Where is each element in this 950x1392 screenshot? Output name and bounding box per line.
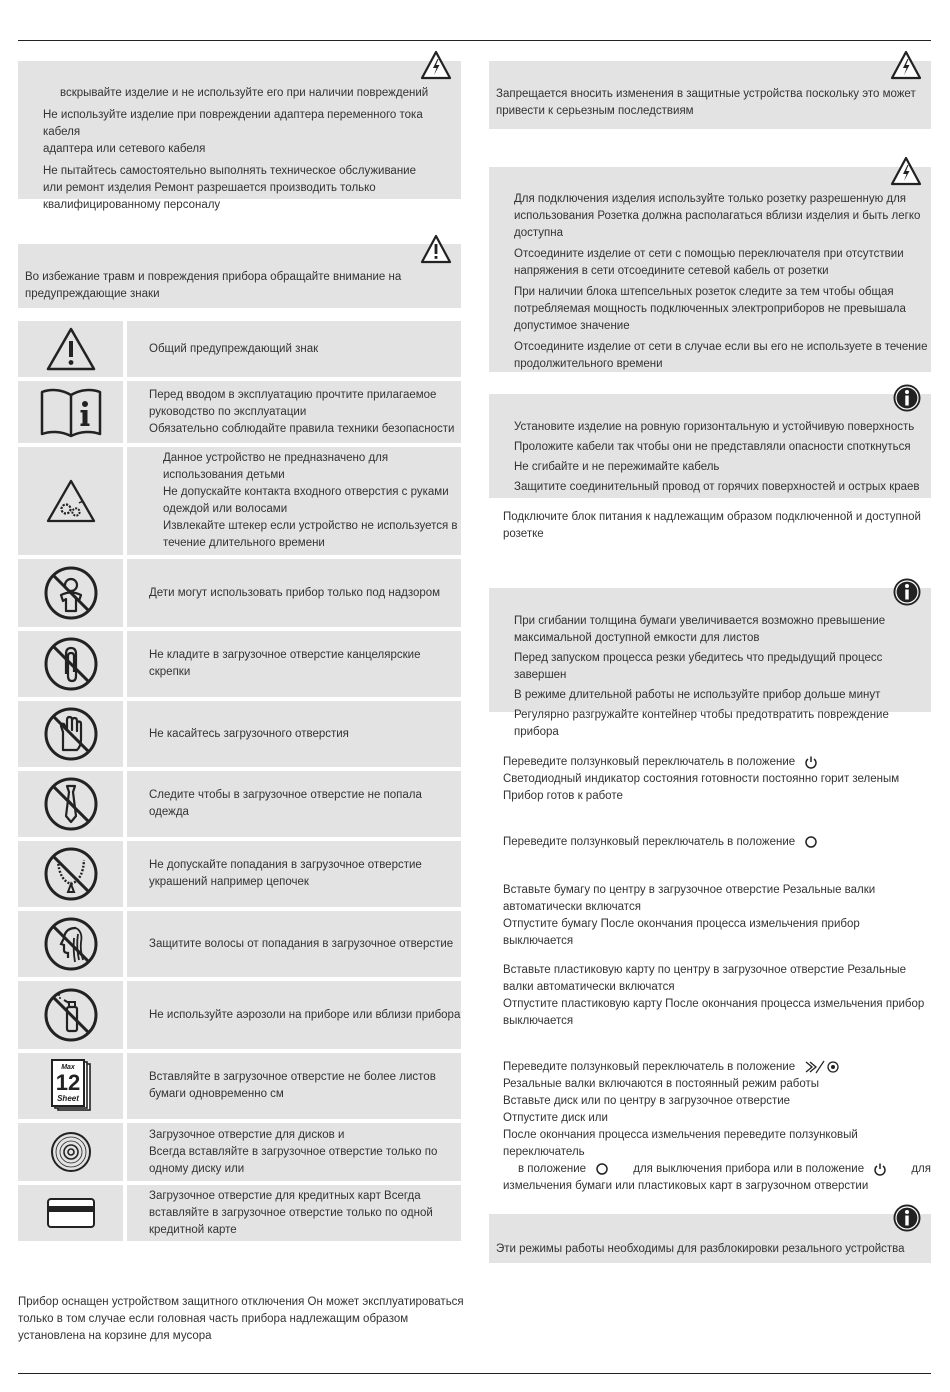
- text-line: В режиме длительной работы не используйте прибор дольше минут: [514, 689, 881, 701]
- symbol-cell: [18, 1123, 123, 1181]
- text-line: Отсоедините изделие от сети с помощью переключателя при отсутствии: [514, 248, 904, 260]
- off-circle-icon: [804, 835, 818, 849]
- info-box-unblock: [489, 1214, 931, 1263]
- text-line: Переведите ползунковый переключатель в положение: [503, 1061, 796, 1073]
- symbol-description: [127, 701, 461, 767]
- text-line: валки автоматически включатся: [503, 981, 675, 993]
- text-line: Резальные валки включаются в постоянный режим работы: [503, 1078, 820, 1090]
- power-supply-note: [503, 509, 933, 543]
- text-line: предупреждающие знаки: [25, 288, 160, 300]
- general-warning-icon: [45, 326, 97, 372]
- symbol-cell: [18, 1185, 123, 1241]
- text-line: Всегда вставляйте в загрузочное отверстие только по: [149, 1145, 438, 1158]
- warning-triangle-icon: [890, 156, 922, 186]
- symbol-description: [127, 631, 461, 697]
- text-line: Не кладите в загрузочное отверстие канцелярские: [149, 649, 421, 661]
- text-line: скрепки: [149, 666, 191, 678]
- symbol-cell: [18, 631, 123, 697]
- operation-off: [503, 834, 933, 851]
- text-line: бумаги одновременно см: [149, 1088, 284, 1100]
- text-line: продолжительного времени: [514, 358, 663, 370]
- text-line: Обязательно соблюдайте правила техники безопасности: [149, 422, 455, 435]
- text-line: потребляемая мощность подключенных электроприборов не превышала: [514, 303, 906, 315]
- text-line: Отсоедините изделие от сети в случае если вы его не используете в течение: [514, 341, 928, 353]
- text-line: Дети могут использовать прибор только под надзором: [149, 586, 441, 599]
- warning-box-modifications: [489, 61, 931, 129]
- operation-disc: [503, 1059, 933, 1195]
- text-line: После окончания процесса измельчения переведите ползунковый переключатель: [503, 1129, 858, 1158]
- text-line: Вставьте бумагу по центру в загрузочное отверстие Резальные валки: [503, 884, 876, 896]
- no-tie-clothing-icon: [43, 776, 99, 832]
- text-line: для выключения прибора или в положение: [633, 1163, 865, 1175]
- safety-cutoff-note: [18, 1294, 468, 1345]
- text-line: Не сгибайте и не пережимайте кабель: [514, 461, 720, 473]
- info-icon: [892, 577, 922, 607]
- text-line: Вставьте пластиковую карту по центру в загрузочное отверстие Резальные: [503, 964, 907, 976]
- warning-box-electrical: [489, 167, 931, 372]
- warning-triangle-icon: [420, 234, 452, 264]
- warning-triangle-icon: [890, 50, 922, 80]
- symbol-description: [127, 447, 461, 555]
- text-line: квалифицированному персоналу: [43, 199, 221, 211]
- text-line: или ремонт изделия Ремонт разрешается производить только: [43, 182, 376, 194]
- warning-box-signs: [18, 244, 461, 308]
- symbol-cell: [18, 771, 123, 837]
- text-line: Данное устройство не предназначено для: [163, 452, 389, 464]
- text-line: Светодиодный индикатор состояния готовности постоянно горит зеленым: [503, 773, 900, 785]
- text-line: Переведите ползунковый переключатель в положение: [503, 756, 796, 768]
- text-line: Проложите кабели так чтобы они не представляли опасности споткнуться: [514, 441, 911, 453]
- text-line: одеждой или волосами: [163, 503, 288, 515]
- symbol-description: [127, 1185, 461, 1241]
- text-line: Извлекайте штекер если устройство не используется в: [163, 520, 458, 532]
- rotating-gears-warning-icon: [46, 479, 96, 523]
- text-line: Загрузочное отверстие для кредитных карт Всегда: [149, 1189, 421, 1202]
- text-line: Защитите волосы от попадания в загрузочное отверстие: [149, 937, 454, 950]
- text-line: При сгибании толщина бумаги увеличивается возможно превышение: [514, 615, 886, 627]
- max-12-sheet-icon: [48, 1058, 94, 1114]
- no-touch-hand-icon: [43, 706, 99, 762]
- text-line: Перед вводом в эксплуатацию прочтите прилагаемое: [149, 388, 437, 401]
- text-line: Не касайтесь загрузочного отверстия: [149, 727, 349, 740]
- no-children-icon: [43, 565, 99, 621]
- symbol-cell: [18, 321, 123, 377]
- symbol-cell: [18, 841, 123, 907]
- text-line: привести к серьезным последствиям: [496, 105, 694, 117]
- text-line: только в том случае если головная часть прибора надлежащим образом: [18, 1313, 409, 1325]
- text-line: использования Розетка должна располагаться вблизи изделия и быть легко: [514, 210, 921, 222]
- symbol-description: [127, 771, 461, 837]
- sheet-count: 12: [55, 1070, 80, 1095]
- warning-box-damage: [18, 61, 461, 211]
- text-line: Установите изделие на ровную горизонтальную и устойчивую поверхность: [514, 421, 915, 433]
- text-line: Защитите соединительный провод от горячих поверхностей и острых краев: [514, 481, 920, 493]
- text-line: Вставьте диск или по центру в загрузочное отверстие: [503, 1095, 791, 1107]
- text-line: Перед запуском процесса резки убедитесь что предыдущий процесс завершен: [514, 652, 883, 681]
- read-manual-icon: [39, 386, 103, 438]
- symbol-description: [127, 321, 461, 377]
- bottom-rule: [18, 1373, 931, 1374]
- symbol-cell: [18, 1053, 123, 1119]
- text-line: вставляйте в загрузочное отверстие только по одной: [149, 1206, 433, 1219]
- symbol-description: [127, 841, 461, 907]
- text-line: выключается: [503, 1015, 574, 1027]
- text-line: розетке: [503, 528, 544, 540]
- symbol-cell: [18, 559, 123, 627]
- continuous-mode-icon: [804, 1060, 842, 1074]
- top-rule: [18, 40, 931, 41]
- text-line: автоматически включатся: [503, 901, 641, 913]
- symbol-cell: [18, 447, 123, 555]
- text-line: в положение: [518, 1163, 587, 1175]
- symbol-description: [127, 911, 461, 977]
- text-line: течение длительного времени: [163, 537, 325, 549]
- text-line: Эти режимы работы необходимы для разблокировки резального устройства: [496, 1243, 905, 1255]
- text-line: максимальной доступной емкости для листов: [514, 632, 760, 644]
- text-line: Отпустите диск или: [503, 1112, 608, 1124]
- operation-paper: [503, 882, 933, 950]
- info-icon: [892, 1203, 922, 1233]
- text-line: Загрузочное отверстие для дисков и: [149, 1128, 345, 1141]
- symbol-description: [127, 1123, 461, 1181]
- text-line: Запрещается вносить изменения в защитные устройства поскольку это может: [496, 88, 916, 100]
- symbol-cell: [18, 701, 123, 767]
- symbol-description: [127, 381, 461, 443]
- text-line: доступна: [514, 227, 563, 239]
- no-paper-clips-icon: [43, 636, 99, 692]
- text-line: Не допускайте попадания в загрузочное отверстие: [149, 859, 422, 871]
- warning-triangle-icon: [420, 50, 452, 80]
- symbol-description: [127, 1053, 461, 1119]
- power-on-icon: [804, 755, 818, 769]
- text-line: Отпустите бумагу После окончания процесса измельчения прибор выключается: [503, 918, 860, 947]
- no-aerosol-icon: [43, 987, 99, 1043]
- disc-icon: [49, 1130, 93, 1174]
- text-line: При наличии блока штепсельных розеток следите за тем чтобы общая: [514, 286, 894, 298]
- off-circle-icon: [595, 1162, 609, 1176]
- no-jewelry-icon: [43, 846, 99, 902]
- credit-card-icon: [46, 1197, 96, 1229]
- operation-standby: [503, 754, 933, 805]
- text-line: для: [911, 1163, 931, 1175]
- no-hair-icon: [43, 916, 99, 972]
- text-line: допустимое значение: [514, 320, 630, 332]
- text-line: одежда: [149, 806, 189, 818]
- text-line: Регулярно разгружайте контейнер чтобы предотвратить повреждение прибора: [514, 709, 889, 738]
- sheet-label: Sheet: [56, 1094, 79, 1103]
- text-line: Следите чтобы в загрузочное отверстие не попала: [149, 789, 422, 801]
- text-line: кредитной карте: [149, 1223, 237, 1236]
- max-label: Max: [60, 1064, 75, 1071]
- text-line: Отпустите пластиковую карту После окончания процесса измельчения прибор: [503, 998, 925, 1010]
- text-line: использования детьми: [163, 469, 285, 481]
- text-line: Вставляйте в загрузочное отверстие не более листов: [149, 1071, 436, 1083]
- text-line: Не допускайте контакта входного отверстия с руками: [163, 486, 449, 498]
- text-line: Подключите блок питания к надлежащим образом подключенной и доступной: [503, 511, 921, 523]
- text-line: напряжения в сети отсоедините сетевой кабель от розетки: [514, 265, 829, 277]
- operation-card: [503, 962, 933, 1030]
- symbol-description: [127, 559, 461, 627]
- power-on-icon: [873, 1162, 887, 1176]
- text-line: Общий предупреждающий знак: [149, 342, 319, 355]
- text-line: украшений например цепочек: [149, 876, 309, 888]
- text-line: Прибор готов к работе: [503, 790, 623, 802]
- text-line: Для подключения изделия используйте только розетку разрешенную для: [514, 193, 907, 205]
- info-box-operation: [489, 588, 931, 738]
- text-line: вскрывайте изделие и не используйте его при наличии повреждений: [60, 87, 429, 99]
- text-line: Прибор оснащен устройством защитного отключения Он может эксплуатироваться: [18, 1296, 464, 1308]
- text-line: Не используйте изделие при повреждении адаптера переменного тока кабеля: [43, 109, 423, 138]
- info-icon: [892, 383, 922, 413]
- info-box-installation: [489, 394, 931, 498]
- text-line: адаптера или сетевого кабеля: [43, 143, 206, 155]
- text-line: Переведите ползунковый переключатель в положение: [503, 836, 796, 848]
- symbol-cell: [18, 911, 123, 977]
- text-line: измельчения бумаги или пластиковых карт в загрузочном отверстии: [503, 1180, 869, 1192]
- text-line: одному диску или: [149, 1162, 245, 1175]
- text-line: Не пытайтесь самостоятельно выполнять техническое обслуживание: [43, 165, 417, 177]
- text-line: установлена на корзине для мусора: [18, 1330, 212, 1342]
- text-line: Не используйте аэрозоли на приборе или вблизи прибора: [149, 1008, 461, 1021]
- symbol-cell: [18, 981, 123, 1049]
- symbol-description: [127, 981, 461, 1049]
- text-line: руководство по эксплуатации: [149, 405, 307, 418]
- text-line: Во избежание травм и повреждения прибора обращайте внимание на: [25, 271, 402, 283]
- symbol-cell: [18, 381, 123, 443]
